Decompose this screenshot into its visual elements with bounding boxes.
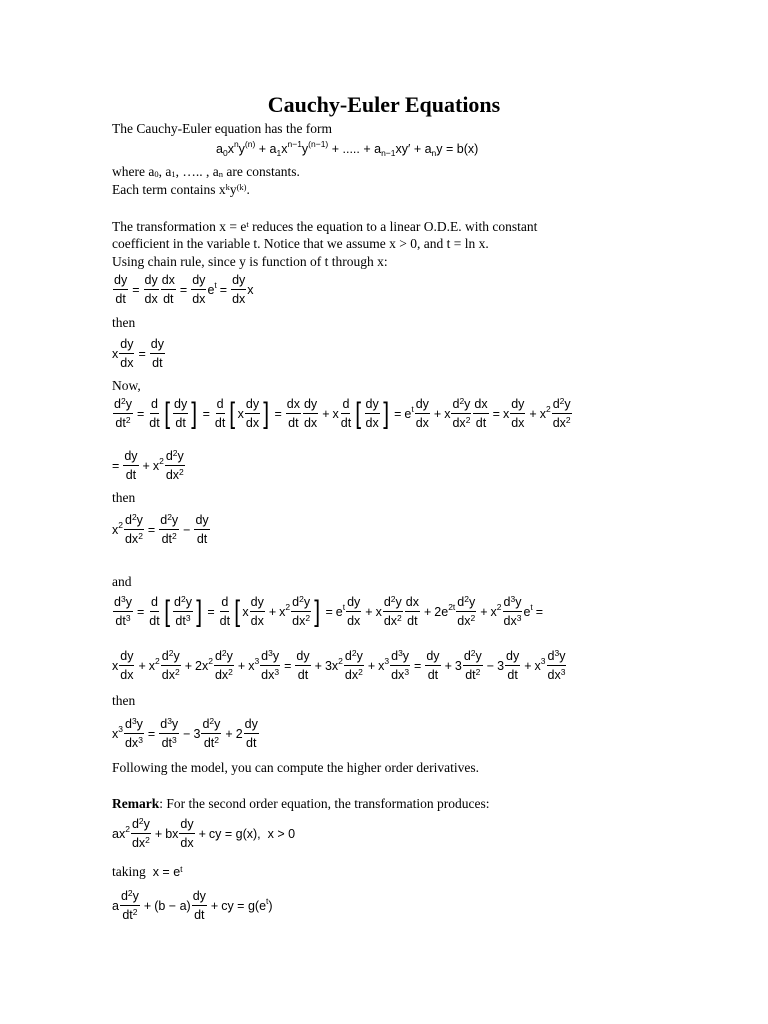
equation-2: x $\frac{dy}{dx}$ = $\frac{dy}{dt}$ bbox=[112, 337, 164, 370]
following-text: Following the model, you can compute the higher order derivatives. bbox=[112, 760, 480, 775]
taking-line: taking $x = e^t$ bbox=[112, 864, 183, 879]
remark-label: Remark bbox=[112, 796, 160, 811]
each-term-line: Each term contains $x^ky^{(k)}$. bbox=[112, 182, 250, 197]
equation-8: $x^3$ $\frac{d^3y}{dx^3}$ = $\frac{d^3y}{dt^3}$ − 3 $d^2y$ $dt^2$ + 2 dy dt bbox=[112, 716, 258, 750]
equation-1: $\frac{dy}{dt}$ = $\frac{dy}{dx}$ $\frac{dx}{dt}$ = $\frac{dy}{dx}$ $e^t$ = $\frac{dy}{dx}$ x bbox=[114, 273, 254, 306]
transform-line-2: coefficient in the variable t. Notice that we assume x > 0, and t = ln x. bbox=[112, 236, 489, 251]
equation-10: a $d^2y$ $dt^2$ + (b − a) dy dt + cy = $g(e^t)$ bbox=[112, 888, 273, 922]
transform-line-1: The transformation $x = e^t$ reduces the equation to a linear O.D.E. with constant bbox=[112, 219, 538, 234]
transform-text-1b: reduces the equation to a linear O.D.E. with constant bbox=[248, 219, 538, 234]
now-text: Now, bbox=[112, 378, 141, 393]
intro-text: The Cauchy-Euler equation has the form bbox=[112, 121, 333, 136]
transform-text-1: The transformation x = e bbox=[112, 219, 247, 234]
general-equation: $a_0x^ny^{(n)} + a_1x^{n-1}y^{(n-1)}$ + ..... + $a_{n-1}xy' + a_ny = b(x)$ bbox=[216, 139, 479, 158]
equation-7: x dy dx + $x^2$ $d^2y$ $dx^2$ + $2x^2$ $d^2y$ $dx^2$ + $x^3$ $\frac{d^3y}{dx^3}$ = $\frac{dy}{dt}$ + $3x^2$ $d^2y$ $dx^2$ + $x^3$ $\frac{d^3y}{dx^3}$ = $\frac{dy}{dt}$ + 3 $d^2y$ $dt^2$ − 3 dy dt + $x^3$ $d^3y$ $dx^3$ bbox=[112, 648, 566, 682]
remark-text: : For the second order equation, the transformation produces: bbox=[159, 796, 490, 811]
and-text: and bbox=[112, 574, 132, 589]
taking-text: taking bbox=[112, 864, 146, 879]
then-1: then bbox=[112, 315, 136, 330]
equation-3: $\frac{d^2y}{dt^2}$ = $\frac{d}{dt}$ [ dy dt ] = $\frac{d}{dt}$ [ x dy dx ] = $\frac{dx}{dt}$ dy dx + x d dt [ dy dx ] = $e^t$ dy dx + x $d^2y$ $dx^2$ $\frac{dx}{dt}$ = x dy dx + $x^2$ $d^2y$ $dx^2$ bbox=[114, 396, 571, 430]
then-2: then bbox=[112, 490, 136, 505]
page-title: Cauchy-Euler Equations bbox=[267, 92, 501, 117]
each-term-text: Each term contains x bbox=[112, 182, 226, 197]
equation-5: $x^2$ $\frac{d^2y}{dx^2}$ = $\frac{d^2y}{dt^2}$ − $\frac{dy}{dt}$ bbox=[112, 512, 209, 546]
remark-line bbox=[112, 796, 490, 812]
where-line: where $a_0$, $a_1$, ….. , $a_n$ are constants. bbox=[112, 164, 300, 179]
chain-rule-text: Using chain rule, since y is function of t through x: bbox=[112, 254, 388, 269]
equation-4: = $\frac{dy}{dt}$ + $x^2$ $d^2y$ $dx^2$ bbox=[112, 448, 184, 482]
where-text: are constants. bbox=[226, 164, 300, 179]
then-3: then bbox=[112, 693, 136, 708]
equation-6: $\frac{d^3y}{dt^3}$ = $\frac{d}{dt}$ [ $d^2y$ $dt^3$ ] = $\frac{d}{dt}$ [ x dy dx + $x^2$ $d^2y$ $dx^2$ ] = $e^t$ dy dx + x $d^2y$ $dx^2$ dx dt + $2e^{2t}$ $d^2y$ $dx^2$ + $x^2$ $d^3y$ $dx^3$ $e^t$ = bbox=[114, 594, 544, 628]
equation-9: $ax^2$ $d^2y$ $dx^2$ + bx dy dx + cy = g(x), x > 0 bbox=[112, 816, 296, 850]
